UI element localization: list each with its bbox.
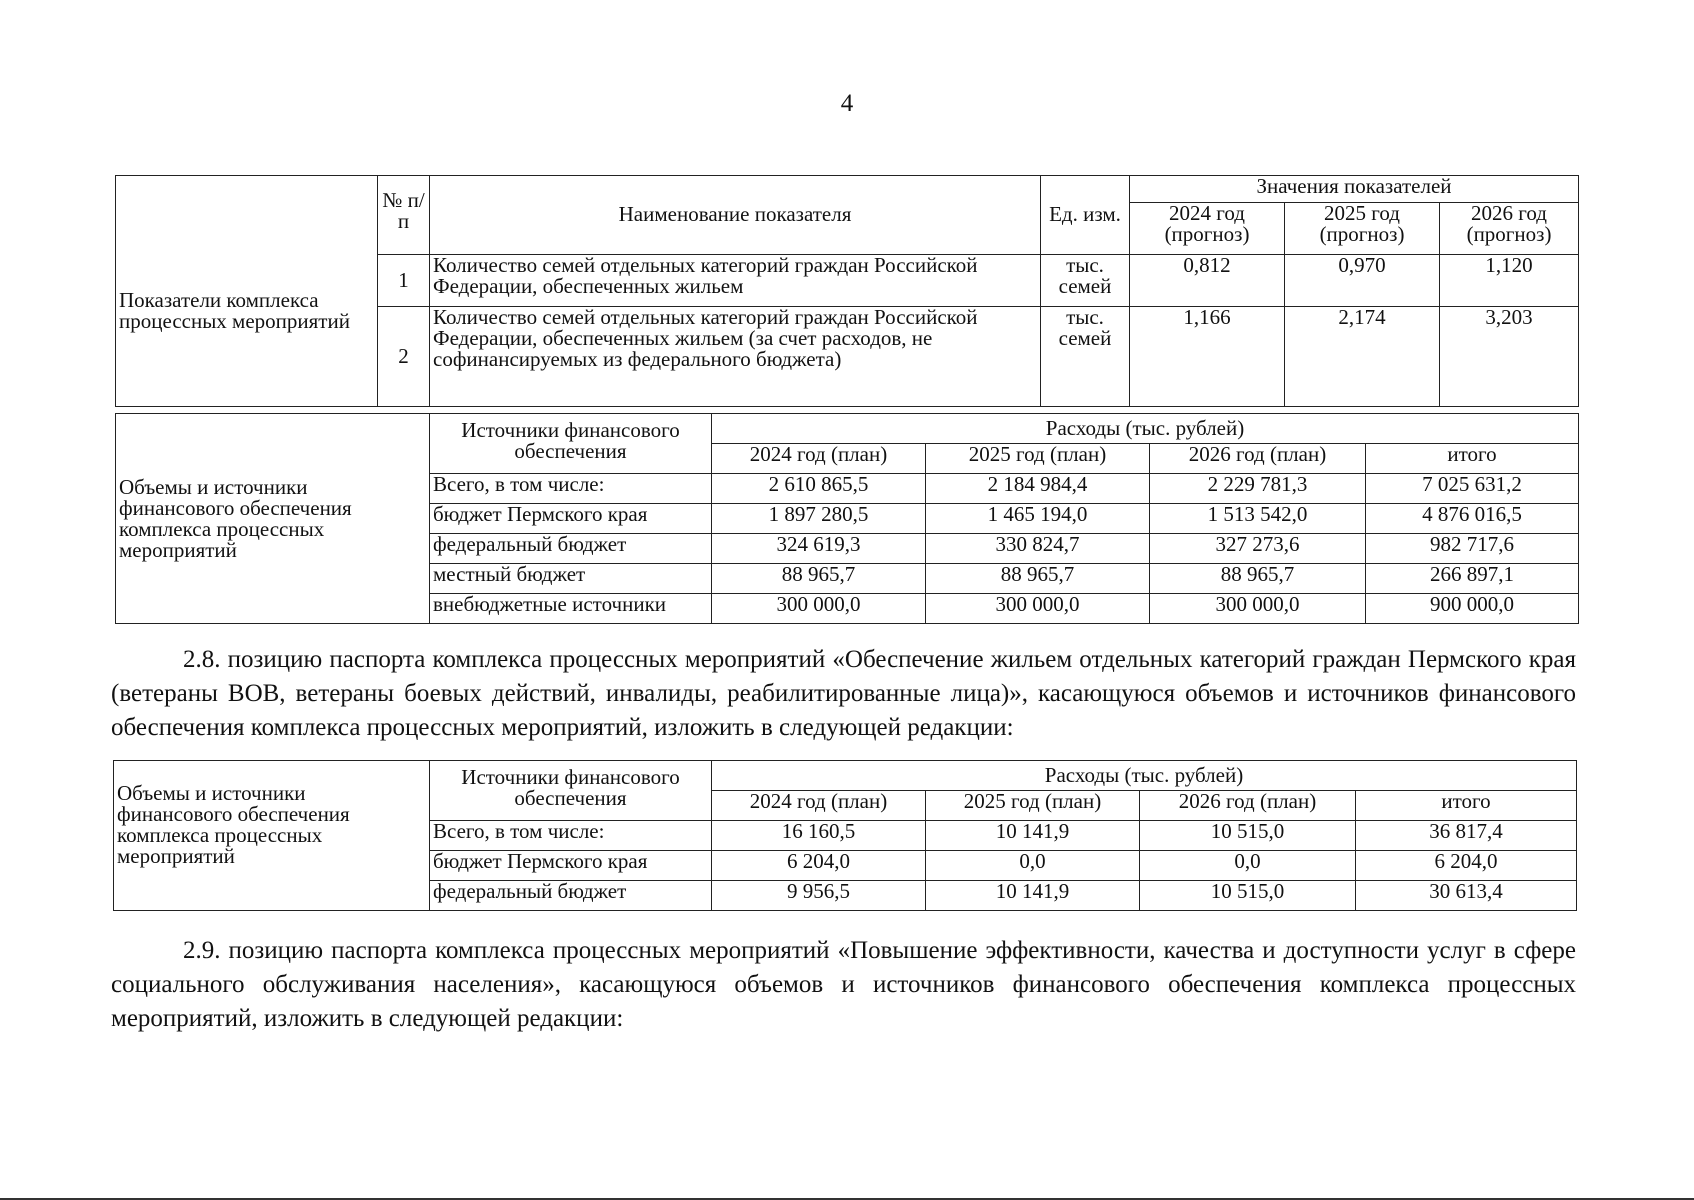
value-cell: 0,0	[926, 851, 1140, 881]
indicators-table	[115, 175, 1579, 407]
value-cell: 330 824,7	[926, 534, 1150, 564]
total-header: итого	[1356, 791, 1577, 821]
plan-2025-header: 2025 год (план)	[926, 444, 1150, 474]
source-label: бюджет Пермского края	[430, 504, 712, 534]
plan-2026-header: 2026 год (план)	[1140, 791, 1356, 821]
year-2026-header: 2026 год (прогноз)	[1440, 203, 1579, 255]
total-header: итого	[1366, 444, 1579, 474]
value-cell: 6 204,0	[712, 851, 926, 881]
value-cell: 10 141,9	[926, 881, 1140, 911]
value-cell: 10 515,0	[1140, 821, 1356, 851]
col-num-header: № п/п	[378, 176, 430, 255]
source-label: бюджет Пермского края	[430, 851, 712, 881]
value-cell: 266 897,1	[1366, 564, 1579, 594]
value-cell: 88 965,7	[1150, 564, 1366, 594]
source-label: Всего, в том числе:	[430, 474, 712, 504]
row-unit: тыс. семей	[1041, 307, 1130, 407]
value-cell: 2 610 865,5	[712, 474, 926, 504]
value-cell: 300 000,0	[712, 594, 926, 624]
finance-section-label: Объемы и источники финансового обеспечения комплекса процессных мероприятий	[116, 414, 430, 624]
paragraph-2-8: 2.8. позицию паспорта комплекса процессных мероприятий «Обеспечение жильем отдельных категорий граждан Пермского края (ветераны ВОВ, ветераны боевых действий, инвалиды, реабилитированные лица)», касающуюся объемов и источников финансового обеспечения комплекса процессных мероприятий, изложить в следующей редакции:	[111, 646, 1576, 741]
value-cell: 16 160,5	[712, 821, 926, 851]
source-label: местный бюджет	[430, 564, 712, 594]
value-cell: 327 273,6	[1150, 534, 1366, 564]
value-cell: 6 204,0	[1356, 851, 1577, 881]
value-cell: 2 229 781,3	[1150, 474, 1366, 504]
value-cell: 4 876 016,5	[1366, 504, 1579, 534]
col-expenses-header: Расходы (тыс. рублей)	[712, 761, 1577, 791]
value-cell: 300 000,0	[1150, 594, 1366, 624]
row-name: Количество семей отдельных категорий граждан Российской Федерации, обеспеченных жильем	[430, 255, 1041, 307]
source-label: Всего, в том числе:	[430, 821, 712, 851]
row-value: 2,174	[1285, 307, 1440, 407]
value-cell: 2 184 984,4	[926, 474, 1150, 504]
finance-table-2	[113, 760, 1577, 911]
source-label: федеральный бюджет	[430, 881, 712, 911]
col-unit-header: Ед. изм.	[1041, 176, 1130, 255]
value-cell: 88 965,7	[712, 564, 926, 594]
value-cell: 10 141,9	[926, 821, 1140, 851]
value-cell: 900 000,0	[1366, 594, 1579, 624]
value-cell: 1 897 280,5	[712, 504, 926, 534]
value-cell: 36 817,4	[1356, 821, 1577, 851]
value-cell: 7 025 631,2	[1366, 474, 1579, 504]
value-cell: 324 619,3	[712, 534, 926, 564]
row-name: Количество семей отдельных категорий граждан Российской Федерации, обеспеченных жильем (за счет расходов, не софинансируемых из федерального бюджета)	[430, 307, 1041, 407]
paragraph-2-9: 2.9. позицию паспорта комплекса процессных мероприятий «Повышение эффективности, качества и доступности услуг в сфере социального обслуживания населения», касающуюся объемов и источников финансового обеспечения комплекса процессных мероприятий, изложить в следующей редакции:	[111, 937, 1576, 1032]
indicators-section-label: Показатели комплекса процессных мероприятий	[116, 176, 378, 407]
finance-section-label: Объемы и источники финансового обеспечения комплекса процессных мероприятий	[114, 761, 430, 911]
row-value: 0,812	[1130, 255, 1285, 307]
page-number: 4	[840, 90, 854, 117]
col-sources-header: Источники финансового обеспечения	[430, 761, 712, 821]
year-2025-header: 2025 год (прогноз)	[1285, 203, 1440, 255]
source-label: федеральный бюджет	[430, 534, 712, 564]
col-sources-header: Источники финансового обеспечения	[430, 414, 712, 474]
plan-2025-header: 2025 год (план)	[926, 791, 1140, 821]
col-expenses-header: Расходы (тыс. рублей)	[712, 414, 1579, 444]
row-value: 1,120	[1440, 255, 1579, 307]
value-cell: 0,0	[1140, 851, 1356, 881]
value-cell: 10 515,0	[1140, 881, 1356, 911]
value-cell: 300 000,0	[926, 594, 1150, 624]
plan-2026-header: 2026 год (план)	[1150, 444, 1366, 474]
finance-table-1	[115, 413, 1579, 624]
value-cell: 9 956,5	[712, 881, 926, 911]
value-cell: 88 965,7	[926, 564, 1150, 594]
value-cell: 1 465 194,0	[926, 504, 1150, 534]
row-num: 2	[378, 307, 430, 407]
value-cell: 982 717,6	[1366, 534, 1579, 564]
year-2024-header: 2024 год (прогноз)	[1130, 203, 1285, 255]
row-value: 1,166	[1130, 307, 1285, 407]
plan-2024-header: 2024 год (план)	[712, 791, 926, 821]
row-unit: тыс. семей	[1041, 255, 1130, 307]
value-cell: 1 513 542,0	[1150, 504, 1366, 534]
value-cell: 30 613,4	[1356, 881, 1577, 911]
row-num: 1	[378, 255, 430, 307]
col-values-header: Значения показателей	[1130, 176, 1579, 203]
row-value: 3,203	[1440, 307, 1579, 407]
plan-2024-header: 2024 год (план)	[712, 444, 926, 474]
col-name-header: Наименование показателя	[430, 176, 1041, 255]
row-value: 0,970	[1285, 255, 1440, 307]
source-label: внебюджетные источники	[430, 594, 712, 624]
